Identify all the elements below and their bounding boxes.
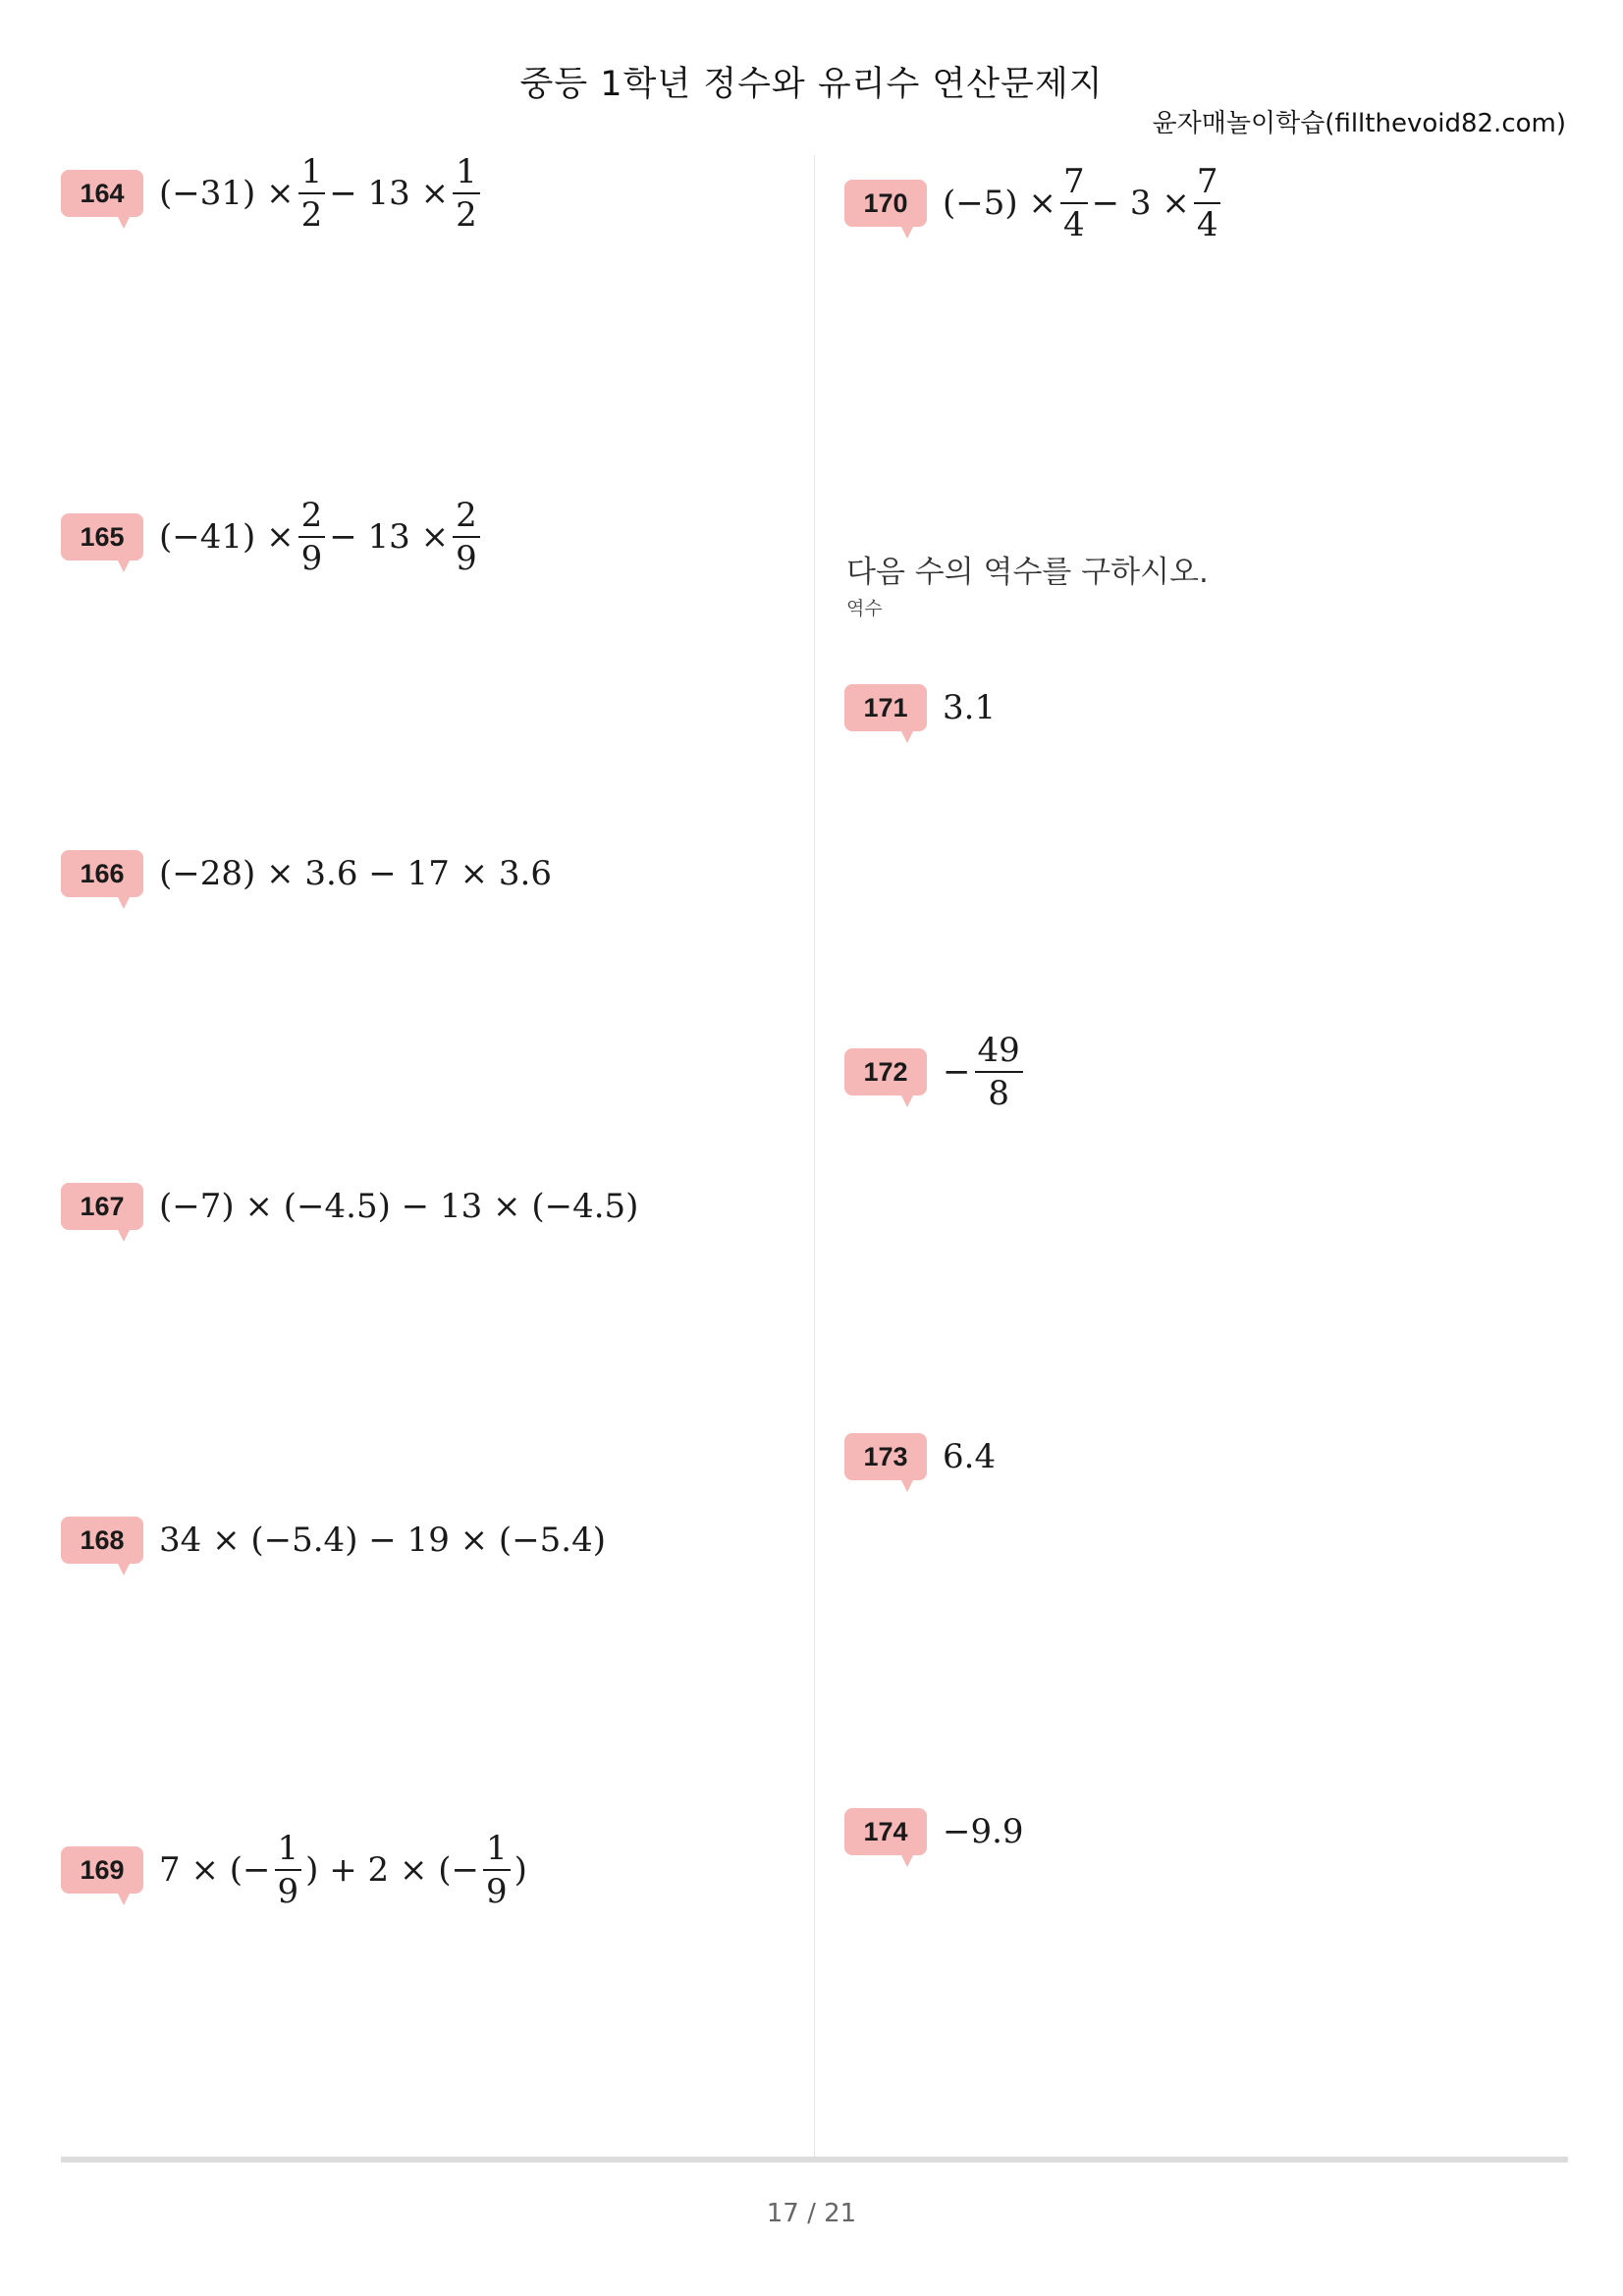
site-credit: 윤자매놀이학습(fillthevoid82.com): [1152, 109, 1566, 138]
math-expression: −9.9: [943, 1812, 1024, 1851]
fraction: [275, 1829, 302, 1911]
math-expression: [159, 152, 484, 235]
math-expression: [159, 496, 484, 578]
expr-part: 7 × (−: [159, 1850, 271, 1890]
expr-part: ) + 2 × (−: [305, 1850, 479, 1890]
numerator: 49: [975, 1034, 1023, 1073]
numerator: 1: [275, 1832, 302, 1871]
fraction: [975, 1031, 1023, 1113]
math-expression: [943, 1031, 1027, 1113]
problem-number-badge: 166: [61, 850, 143, 897]
column-divider: [814, 155, 815, 2158]
denominator: 4: [1062, 205, 1085, 244]
numerator: 2: [298, 499, 326, 538]
numerator: 1: [483, 1832, 511, 1871]
problem-168: [61, 1517, 606, 1564]
denominator: 2: [300, 195, 323, 235]
math-expression: (−28) × 3.6 − 17 × 3.6: [159, 854, 552, 893]
numerator: 1: [453, 155, 480, 194]
footer-rule: [61, 2157, 1568, 2163]
math-expression: 34 × (−5.4) − 19 × (−5.4): [159, 1521, 607, 1560]
problem-number-badge: 169: [61, 1846, 143, 1894]
fraction: [483, 1829, 511, 1911]
instruction-subtext: 역수: [846, 598, 883, 619]
expr-part: ): [514, 1850, 527, 1890]
numerator: 7: [1194, 165, 1221, 204]
numerator: 1: [298, 155, 326, 194]
problem-number-badge: 171: [844, 684, 927, 731]
fraction: [298, 496, 326, 578]
problem-number-badge: 174: [844, 1808, 927, 1855]
problem-169: [61, 1829, 527, 1911]
denominator: 9: [486, 1872, 508, 1911]
denominator: 2: [456, 195, 477, 235]
expr-part: − 13 ×: [329, 517, 450, 557]
problem-number-badge: 170: [844, 180, 927, 227]
expr-part: (−31) ×: [159, 174, 295, 213]
problem-164: [61, 152, 484, 235]
instruction-text: 다음 수의 역수를 구하시오.: [846, 555, 1209, 590]
problem-number-badge: 165: [61, 513, 143, 561]
fraction: [453, 496, 480, 578]
numerator: 7: [1060, 165, 1088, 204]
denominator: 4: [1196, 205, 1218, 244]
denominator: 9: [300, 539, 323, 578]
problem-170: [844, 162, 1224, 244]
problem-171: [844, 684, 996, 731]
denominator: 8: [988, 1074, 1009, 1113]
problem-172: [844, 1031, 1027, 1113]
math-expression: 3.1: [943, 688, 997, 727]
denominator: 9: [277, 1872, 299, 1911]
fraction: [453, 152, 480, 235]
page-number: 17 / 21: [766, 2199, 857, 2228]
problem-167: [61, 1183, 638, 1230]
numerator: 2: [453, 499, 480, 538]
problem-number-badge: 172: [844, 1048, 927, 1095]
fraction: [1060, 162, 1088, 244]
math-expression: [943, 162, 1224, 244]
denominator: 9: [456, 539, 477, 578]
problem-number-badge: 164: [61, 170, 143, 217]
problem-165: [61, 496, 484, 578]
minus-sign: −: [943, 1052, 971, 1092]
math-expression: [159, 1829, 527, 1911]
expr-part: (−5) ×: [943, 184, 1056, 223]
expr-part: (−41) ×: [159, 517, 295, 557]
problem-number-badge: 167: [61, 1183, 143, 1230]
problem-174: [844, 1808, 1024, 1855]
fraction: [1194, 162, 1221, 244]
expr-part: − 13 ×: [329, 174, 450, 213]
problem-173: [844, 1433, 996, 1480]
expr-part: − 3 ×: [1091, 184, 1190, 223]
problem-number-badge: 168: [61, 1517, 143, 1564]
problem-number-badge: 173: [844, 1433, 927, 1480]
math-expression: 6.4: [943, 1437, 997, 1476]
math-expression: (−7) × (−4.5) − 13 × (−4.5): [159, 1187, 639, 1226]
problem-166: [61, 850, 552, 897]
fraction: [298, 152, 326, 235]
page-title: 중등 1학년 정수와 유리수 연산문제지: [519, 65, 1104, 104]
